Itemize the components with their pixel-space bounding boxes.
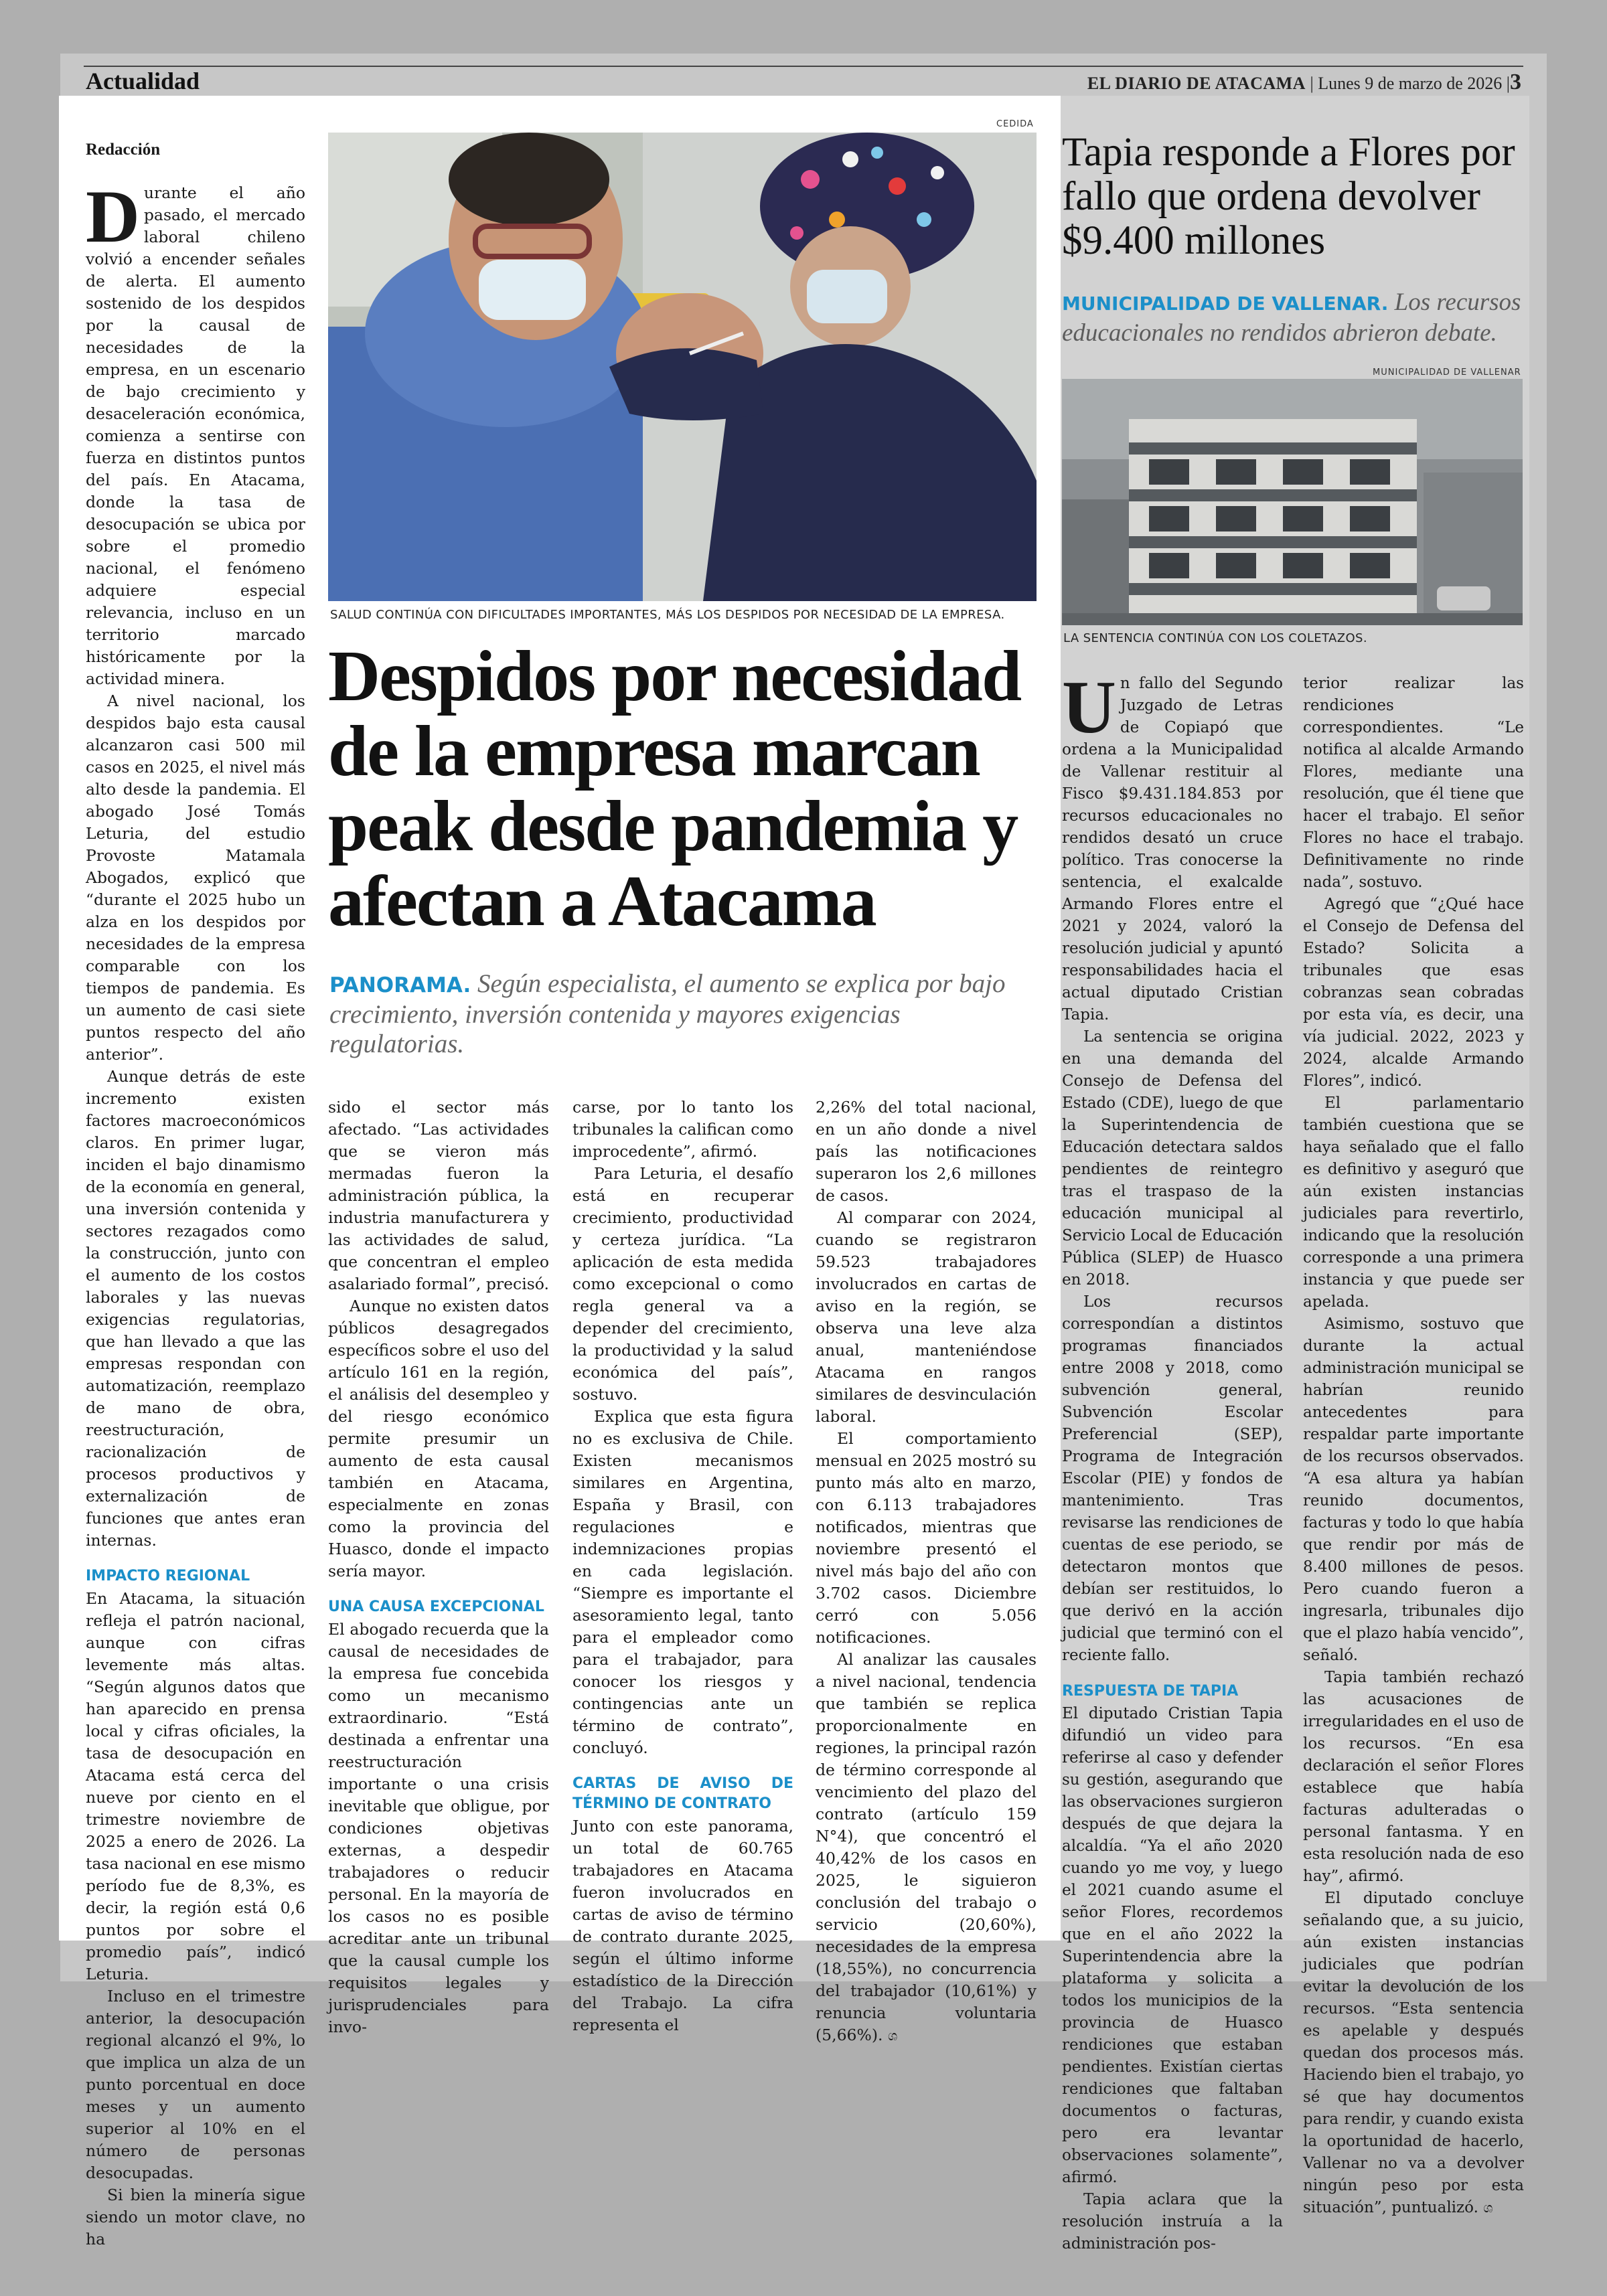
paragraph: Si bien la minería sigue siendo un motor clave, no ha <box>86 2186 305 2248</box>
section-name: Actualidad <box>86 68 200 94</box>
main-column-1 <box>86 175 305 2250</box>
subhead-cartas-aviso: CARTAS DE AVISO DE TÉRMINO DE CONTRATO <box>572 1775 793 1812</box>
paragraph <box>816 1649 1037 2047</box>
subhead-causa-excepcional: UNA CAUSA EXCEPCIONAL <box>328 1598 544 1615</box>
photo-caption: SALUD CONTINÚA CON DIFICULTADES IMPORTANTES, MÁS LOS DESPIDOS POR NECESIDAD DE LA EMPRESA. <box>330 608 1005 622</box>
end-mark-icon: ශ <box>887 2028 898 2044</box>
paragraph: Para Leturia, el desafío está en recuperar crecimiento, productividad y certeza jurídica. “La aplicación de esta medida como excepcional o como regla general va a depender del crecimiento, la productividad y la salud económica del país”, sostuvo. <box>572 1164 793 1404</box>
paragraph-text: urante el año pasado, el mercado laboral chileno volvió a encender señales de alerta. El aumento sostenido de los despidos por la causal de necesidades de la empresa, en un escenario de bajo crecimiento y desaceleración económica, comienza a sentirse con fuerza en distintos puntos del país. En Atacama, donde la tasa de desocupación se ubica por sobre el promedio nacional, el fenómeno adquiere especial relevancia, incluso en un territorio marcado históricamente por la actividad minera. <box>86 183 305 688</box>
main-column-2 <box>328 1096 549 2038</box>
paragraph: terior realizar las rendiciones correspondientes. “Le notifica al alcalde Armando Flores, mediante una resolución, que él tiene que hacer el trabajo. El señor Flores no hace el trabajo. Definitivamente no rinde nada”, sostuvo. <box>1303 675 1524 891</box>
side-deck-text: Los recursos educacionales no rendidos abrieron debate. <box>1062 289 1521 347</box>
dropcap: D <box>86 175 140 258</box>
main-column-4 <box>816 1096 1037 2047</box>
side-dropcap: U <box>1062 666 1116 749</box>
subhead-respuesta-tapia: RESPUESTA DE TAPIA <box>1062 1683 1239 1700</box>
side-photo-caption: LA SENTENCIA CONTINÚA CON LOS COLETAZOS. <box>1063 631 1367 645</box>
deck-kicker: PANORAMA. <box>329 973 471 997</box>
paragraph: Explica que esta figura no es exclusiva de Chile. Existen mecanismos similares en Argentina, España y Brasil, con regulaciones e indemnizaciones propias en cada legislación. “Siempre es importante el asesoramiento legal, tanto para el empleador como para el trabajador, para conocer los riesgos y contingencias ante un término de contrato”, concluyó. <box>572 1407 793 1757</box>
byline: Redacción <box>86 141 161 159</box>
paragraph: carse, por lo tanto los tribunales la califican como improcedente”, afirmó. <box>572 1098 793 1161</box>
vaccination-photo <box>328 133 1037 601</box>
paragraph-text: El diputado concluye señalando que, a su juicio, aún existen instancias judiciales que podrían evitar la devolución de los recursos. “Esta sentencia es apelable y después quedan dos procesos más. Haciendo bien el trabajo, yo sé que hay documentos para rendir, y cuando exista la oportunidad de hacerlo, Vallenar no va a devolver ningún peso por esta situación”, puntualizó. <box>1303 1890 1524 2216</box>
paragraph: sido el sector más afectado. “Las actividades que se vieron más mermadas fueron la administración pública, la industria manufacturera y las actividades de salud, que concentran el empleo asalariado formal”, precisó. <box>328 1098 549 1293</box>
paragraph: Aunque no existen datos públicos desagregados específicos sobre el uso del artículo 161 en la región, el análisis del desempleo y del riesgo económico permite presumir un aumento de esta causal también en Atacama, especialmente en zonas como la provincia del Huasco, donde el impacto sería mayor. <box>328 1297 549 1580</box>
main-deck <box>329 969 1032 1059</box>
paragraph: Junto con este panorama, un total de 60.765 trabajadores en Atacama fueron involucrados en cartas de aviso de término de contrato durante 2025, según el último informe estadístico de la Dirección del Trabajo. La cifra representa el <box>572 1817 793 2034</box>
main-column-3 <box>572 1096 793 2036</box>
paragraph <box>1303 1888 1524 2219</box>
building-illustration <box>1062 379 1523 625</box>
subhead-impacto-regional: IMPACTO REGIONAL <box>86 1568 250 1584</box>
paragraph: El abogado recuerda que la causal de necesidades de la empresa fue concebida como un mecanismo extraordinario. “Está destinada a enfrentar una reestructuración importante o una crisis inevitable que obligue, por condiciones objetivas externas, a despedir trabajadores o reducir personal. En la mayoría de los casos no es posible acreditar ante un tribunal que la causal cumple los requisitos legales y jurisprudenciales para invo- <box>328 1620 549 2036</box>
side-deck <box>1062 288 1531 348</box>
paragraph: Agregó que “¿Qué hace el Consejo de Defensa del Estado? Solicita a tribunales que esas cobranzas sean cobradas por esta vía, es decir, una vía judicial. 2022, 2023 y 2024, alcalde Armando Flores”, indicó. <box>1303 896 1524 1090</box>
paragraph <box>86 175 305 690</box>
side-headline: Tapia responde a Flores por fallo que ordena devolver $9.400 millones <box>1062 130 1515 263</box>
paragraph: El diputado Cristian Tapia difundió un video para referirse al caso y defender su gestión, asegurando que las observaciones surgieron después de que dejara la alcaldía. “Ya el año 2020 cuando yo me voy, y luego el 2021 cuando asume el señor Flores, recordemos que en el año 2022 la Superintendencia abre la plataforma y solicita a todos los municipios de la provincia de Huasco rendiciones que estaban pendientes. Existían ciertas rendiciones que faltaban documentos o facturas, pero era levantar observaciones solamente”, afirmó. <box>1062 1705 1283 2186</box>
issue-date: Lunes 9 de marzo de 2026 <box>1318 74 1503 93</box>
paragraph: 2,26% del total nacional, en un año donde a nivel país las notificaciones superaron los 2,6 millones de casos. <box>816 1098 1037 1205</box>
paragraph-text: Al analizar las causales a nivel nacional, tendencia que también se replica proporcionalmente en regiones, la principal razón de término corresponde al vencimiento del plazo del contrato (artículo 159 N°4), que concentró el 40,42% de los casos en 2025, le siguieron conclusión del trabajo o servicio (20,60%), necesidades de la empresa (18,55%), no concurrencia del trabajador (10,61%) y renuncia voluntaria (5,66%). <box>816 1650 1037 2044</box>
side-photo-credit: MUNICIPALIDAD DE VALLENAR <box>1373 367 1521 378</box>
paragraph: Tapia también rechazó las acusaciones de irregularidades en el uso de los recursos. “En esa declaración el señor Flores establece que había facturas adulteradas o personal fantasma. Y en esta resolución nada de eso hay”, afirmó. <box>1303 1669 1524 1885</box>
vaccination-illustration <box>328 133 1037 601</box>
paragraph: Los recursos correspondían a distintos programas financiados entre 2008 y 2018, como subvención general, Subvención Escolar Preferencial (SEP), Programa de Integración Escolar (PIE) y fondos de mantenimiento. Tras revisarse las rendiciones de cuentas de ese periodo, se detectaron montos que debían ser restituidos, lo que derivó en la acción judicial que terminó con el reciente fallo. <box>1062 1293 1283 1664</box>
building-photo <box>1062 379 1523 625</box>
paragraph: El parlamentario también cuestiona que se haya señalado que el fallo es definitivo y aseguró que aún existen instancias judiciales para revertirlo, indicando que la resolución corresponde a una primera instancia y que puede ser apelada. <box>1303 1094 1524 1311</box>
paragraph: La sentencia se origina en una demanda del Consejo de Defensa del Estado (CDE), luego de que la Superintendencia de Educación detectara saldos pendientes de reintegro tras el traspaso de la educación municipal al Servicio Local de Educación Pública (SLEP) de Huasco en 2018. <box>1062 1028 1283 1289</box>
paragraph: El comportamiento mensual en 2025 mostró su punto más alto en marzo, con 6.113 trabajadores notificados, mientras que noviembre presentó el nivel más bajo del año con 3.702 casos. Diciembre cerró con 5.056 notificaciones. <box>816 1429 1037 1647</box>
paragraph <box>1062 666 1283 1026</box>
side-deck-kicker: MUNICIPALIDAD DE VALLENAR. <box>1062 293 1389 315</box>
paragraph-text: n fallo del Segundo Juzgado de Letras de Copiapó que ordena a la Municipalidad de Vallenar restituir al Fisco $9.431.184.853 por recursos educacionales no rendidos desató un cruce político. Tras conocerse la sentencia, el exalcalde Armando Flores entre el 2021 y 2024, valoró la resolución judicial y apuntó responsabilidades hacia el actual diputado Cristian Tapia. <box>1062 675 1283 1023</box>
page-number: 3 <box>1510 70 1521 94</box>
paragraph: Aunque detrás de este incremento existen factores macroeconómicos claros. En primer lugar, inciden el bajo dinamismo de la economía en general, una inversión contenida y sectores rezagados como la construcción, junto con el aumento de los costos laborales y las nuevas exigencias regulatorias, que han llevado a que las empresas respondan con automatización, reemplazo de mano de obra, reestructuración, racionalización de procesos productivos y externalización de funciones que antes eran internas. <box>86 1067 305 1550</box>
folio: EL DIARIO DE ATACAMA | Lunes 9 de marzo de 2026 |3 <box>1087 70 1521 94</box>
paragraph: Asimismo, sostuvo que durante la actual administración municipal se habrían reunido antecedentes para respaldar parte importante de los recursos observados. “A esa altura ya habían reunido documentos, facturas y todo lo que había que rendir por más de 8.400 millones de pesos. Pero cuando fueron a ingresarla, tribunales dijo que el plazo había vencido”, señaló. <box>1303 1315 1524 1664</box>
photo-credit: CEDIDA <box>996 119 1034 129</box>
side-column-1 <box>1062 666 1283 2255</box>
side-column-2 <box>1303 673 1524 2219</box>
paragraph: Incluso en el trimestre anterior, la desocupación regional alcanzó el 9%, lo que implica un alza de un punto porcentual en doce meses y un aumento superior al 10% en el número de personas desocupadas. <box>86 1987 305 2182</box>
paragraph: En Atacama, la situación refleja el patrón nacional, aunque con cifras levemente más altas. “Según algunos datos que han aparecido en prensa local y cifras oficiales, la tasa de desocupación en Atacama está cerca del nueve por ciento en el trimestre noviembre de 2025 a enero de 2026. La tasa nacional en ese mismo período fue de 8,3%, es decir, la región está 0,6 puntos por sobre el promedio país”, indicó Leturia. <box>86 1589 305 1983</box>
paragraph: Tapia aclara que la resolución instruía a la administración pos- <box>1062 2191 1283 2252</box>
side-end-mark-icon: ශ <box>1483 2200 1493 2216</box>
deck-text: Según especialista, el aumento se explica por bajo crecimiento, inversión contenida y mayores exigencias regulatorias. <box>329 969 1006 1058</box>
header-rule <box>84 66 1523 67</box>
paragraph: Al comparar con 2024, cuando se registraron 59.523 trabajadores involucrados en cartas de aviso en la región, se observa una leve alza anual, manteniéndose Atacama en rangos similares de desvinculación laboral. <box>816 1208 1037 1426</box>
paper-name: EL DIARIO DE ATACAMA <box>1087 74 1306 93</box>
main-headline: Despidos por necesidad de la empresa marcan peak desde pandemia y afectan a Atacama <box>328 637 1021 941</box>
paragraph: A nivel nacional, los despidos bajo esta causal alcanzaron casi 500 mil casos en 2025, el nivel más alto desde la pandemia. El abogado José Tomás Leturia, del estudio Provoste Matamala Abogados, explicó que “durante el 2025 hubo un alza en los despidos por necesidades de la empresa comparable con los tiempos de pandemia. Es un aumento de casi siete puntos respecto del año anterior”. <box>86 691 305 1064</box>
